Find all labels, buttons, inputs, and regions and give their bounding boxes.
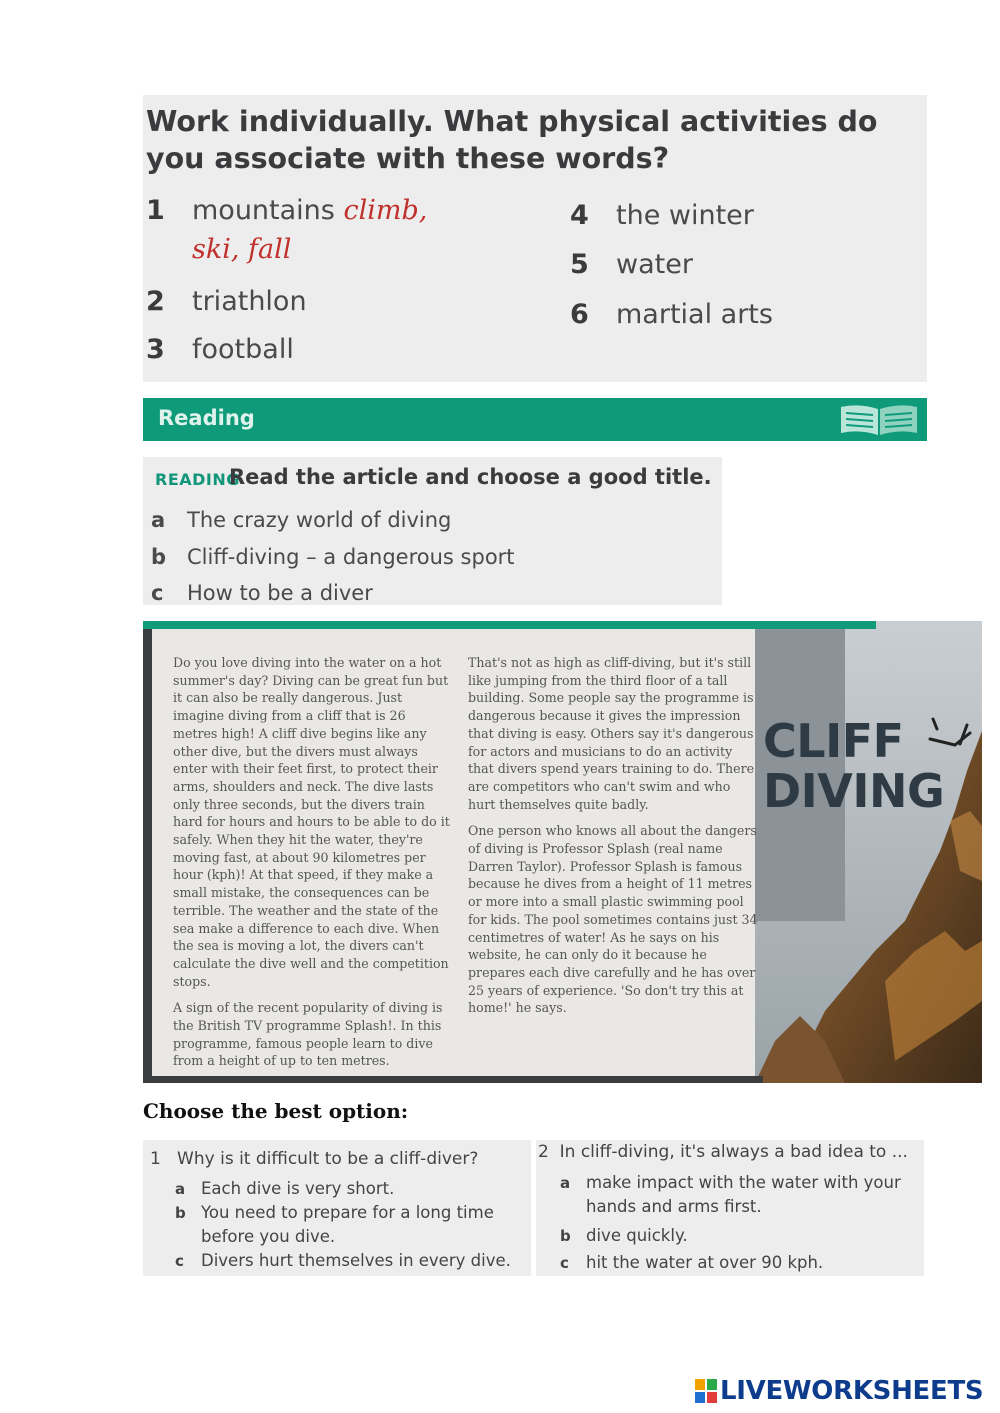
handwritten-answer: climb,: [343, 195, 428, 226]
open-book-icon: [837, 403, 921, 437]
title-option: [151, 508, 451, 532]
answer-option-b[interactable]: [175, 1201, 525, 1249]
item-word: martial arts: [616, 299, 773, 330]
answer-continuation: [192, 232, 291, 268]
item-number: 3: [146, 334, 165, 365]
list-item: [146, 284, 307, 320]
heading-line-1: CLIFF: [763, 714, 904, 768]
option-text: Each dive is very short.: [201, 1179, 395, 1198]
answer-option-a[interactable]: [175, 1177, 525, 1201]
list-item: [570, 198, 754, 234]
option-text: make impact with the water with your hands and arms first.: [586, 1173, 901, 1216]
list-item: [146, 332, 294, 368]
item-number: 5: [570, 249, 589, 280]
item-number: 1: [146, 195, 165, 226]
option-letter: b: [151, 545, 167, 569]
list-item: [146, 193, 427, 229]
item-number: 6: [570, 299, 589, 330]
option-letter: a: [560, 1174, 571, 1192]
section-heading: Choose the best option:: [143, 1099, 409, 1123]
option-letter: c: [560, 1254, 569, 1272]
liveworksheets-logo: [695, 1376, 983, 1406]
question-2: [536, 1140, 924, 1276]
item-number: 2: [146, 286, 165, 317]
item-word: football: [192, 334, 294, 365]
article-top-bar: [143, 621, 876, 629]
answer-option-c[interactable]: [560, 1251, 922, 1275]
reading-instruction: Read the article and choose a good title.: [229, 465, 712, 489]
option-letter: b: [560, 1227, 571, 1245]
item-word: mountains: [192, 195, 335, 226]
question-number: 2: [538, 1142, 549, 1162]
activities-exercise: [143, 95, 927, 382]
question-label: In cliff-diving, it's always a bad idea to ...: [559, 1142, 908, 1162]
article-paragraph: One person who knows all about the dangers of diving is Professor Splash (real name Darren Taylor). Professor Splash is famous because he dives from a height of 11 metres or more into a small plastic swimming pool for kids. The pool sometimes contains just 34 centimetres of water! As he says on his website, he can only do it because he prepares each dive carefully and he has over 25 years of experience. 'So don't try this at home!' he says.: [468, 823, 758, 1016]
item-word: triathlon: [192, 286, 307, 317]
article-paragraph: That's not as high as cliff-diving, but it's still like jumping from the third floor of a tall building. Some people say the programme is dangerous because it gives the impression that diving is easy. Others say it's dangerous for actors and musicians to do an activity that divers spend years training to do. There are competitors who can't swim and who hurt themselves quite badly.: [468, 655, 755, 812]
item-word: water: [616, 249, 693, 280]
article-paragraph: A sign of the recent popularity of diving is the British TV programme Splash!. In this programme, famous people learn to dive from a height of up to ten metres.: [173, 1000, 443, 1069]
article-column-2: [468, 654, 758, 1026]
cliff-photo: [755, 621, 982, 1083]
heading-line-2: DIVING: [763, 764, 945, 818]
question-text: [150, 1149, 478, 1169]
option-letter: a: [151, 508, 166, 532]
title-option: [151, 581, 373, 605]
title-option: [151, 545, 515, 569]
option-text: dive quickly.: [586, 1226, 688, 1245]
article-column-1: [173, 654, 453, 1079]
handwritten-answer-2: ski, fall: [192, 234, 292, 265]
exercise-title: Work individually. What physical activities do you associate with these words?: [146, 105, 878, 175]
answer-option-c[interactable]: [175, 1249, 525, 1273]
list-item: [570, 247, 693, 283]
option-text: The crazy world of diving: [187, 508, 452, 532]
option-letter: a: [175, 1180, 186, 1198]
question-label: Why is it difficult to be a cliff-diver?: [177, 1149, 479, 1169]
article-paragraph: Do you love diving into the water on a hot summer's day? Diving can be great fun but it can also be really dangerous. Just imagine diving from a cliff that is 26 metres high! A cliff dive begins like any other dive, but the divers must always enter with their feet first, to protect their arms, shoulders and neck. The dive lasts only three seconds, but the divers train hard for hours and hours to be able to do it safely. When they hit the water, they're moving fast, at about 90 kilometres per hour (kph)! At that speed, if they make a small mistake, the consequences can be terrible. The weather and the state of the sea make a difference to each dive. When the sea is moving a lot, the divers can't calculate the dive well and the competition stops.: [173, 655, 450, 989]
option-letter: c: [151, 581, 164, 605]
item-word: the winter: [616, 200, 754, 231]
question-text: [538, 1142, 908, 1162]
option-text: You need to prepare for a long time before you dive.: [201, 1203, 494, 1246]
item-number: 4: [570, 200, 589, 231]
option-text: hit the water at over 90 kph.: [586, 1253, 824, 1272]
answer-option-a[interactable]: [560, 1171, 922, 1219]
answer-option-b[interactable]: [560, 1224, 922, 1248]
logo-icon: [695, 1379, 717, 1403]
logo-text: LIVEWORKSHEETS: [720, 1376, 984, 1406]
option-letter: c: [175, 1252, 184, 1270]
option-text: Cliff-diving – a dangerous sport: [187, 545, 515, 569]
question-number: 1: [150, 1149, 161, 1169]
option-text: Divers hurt themselves in every dive.: [201, 1251, 511, 1270]
question-1: [143, 1140, 531, 1276]
option-text: How to be a diver: [187, 581, 373, 605]
banner-label: Reading: [158, 406, 255, 430]
reading-task: [143, 457, 722, 605]
article-left-bar: [143, 629, 152, 1083]
reading-banner: [143, 398, 927, 441]
list-item: [570, 297, 773, 333]
cliff-diving-article: [143, 621, 982, 1083]
option-letter: b: [175, 1204, 186, 1222]
reading-tag: READING: [155, 470, 240, 489]
article-heading: [763, 716, 944, 816]
